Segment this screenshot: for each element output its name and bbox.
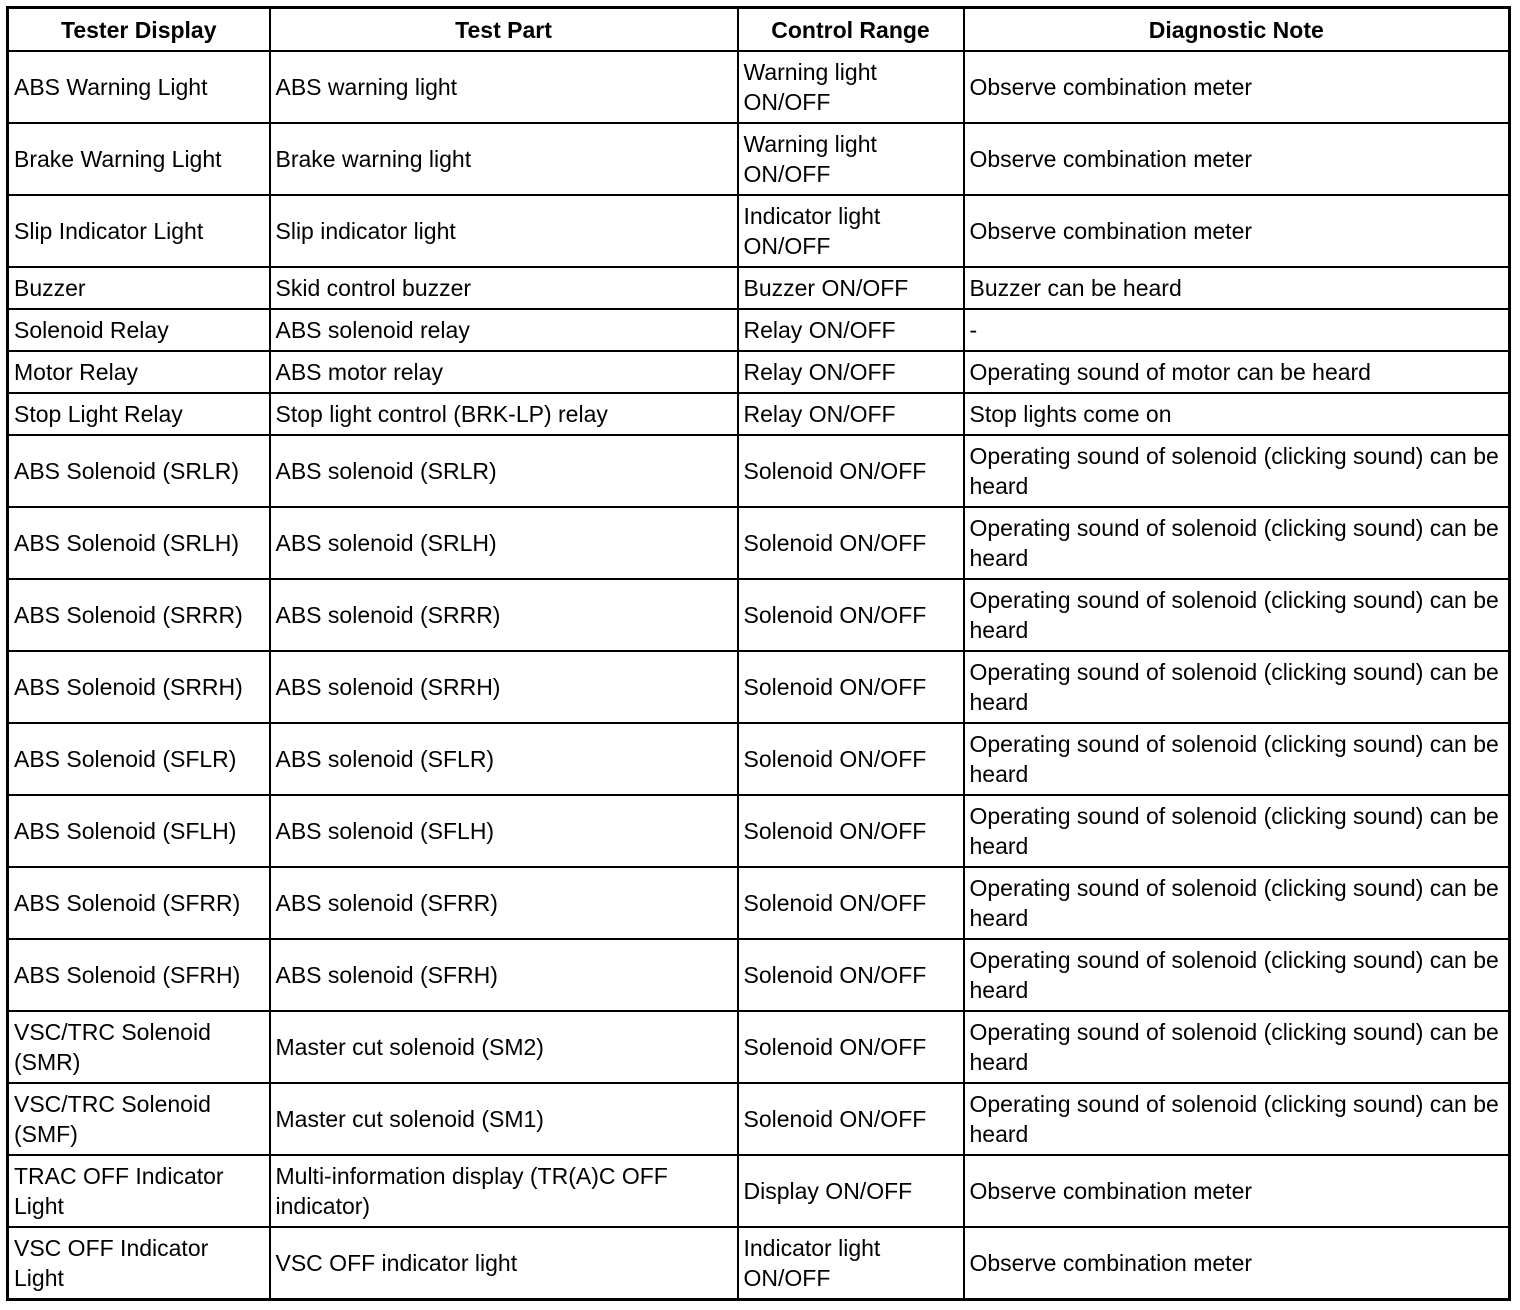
cell-test-part: ABS solenoid (SRRH) [270,651,738,723]
cell-tester-display: ABS Solenoid (SRRR) [8,579,270,651]
cell-control-range: Display ON/OFF [738,1155,964,1227]
cell-control-range: Buzzer ON/OFF [738,267,964,309]
cell-tester-display: Solenoid Relay [8,309,270,351]
cell-diagnostic-note: Observe combination meter [964,123,1510,195]
cell-control-range: Relay ON/OFF [738,309,964,351]
table-row [8,1227,1510,1300]
cell-diagnostic-note: Operating sound of solenoid (clicking sound) can be heard [964,867,1510,939]
header-row [8,8,1510,52]
cell-tester-display: ABS Solenoid (SFLR) [8,723,270,795]
table-row [8,195,1510,267]
cell-tester-display: VSC OFF Indicator Light [8,1227,270,1300]
table-row [8,393,1510,435]
table-row [8,867,1510,939]
cell-control-range: Warning light ON/OFF [738,123,964,195]
cell-tester-display: Motor Relay [8,351,270,393]
cell-control-range: Solenoid ON/OFF [738,1083,964,1155]
cell-diagnostic-note: Stop lights come on [964,393,1510,435]
cell-diagnostic-note: Buzzer can be heard [964,267,1510,309]
cell-test-part: Skid control buzzer [270,267,738,309]
cell-tester-display: ABS Solenoid (SRRH) [8,651,270,723]
active-test-table [6,6,1511,1301]
cell-diagnostic-note: Operating sound of motor can be heard [964,351,1510,393]
cell-diagnostic-note: Operating sound of solenoid (clicking sound) can be heard [964,651,1510,723]
cell-tester-display: VSC/TRC Solenoid (SMR) [8,1011,270,1083]
cell-tester-display: Buzzer [8,267,270,309]
cell-tester-display: ABS Solenoid (SRLR) [8,435,270,507]
cell-control-range: Solenoid ON/OFF [738,795,964,867]
cell-tester-display: Stop Light Relay [8,393,270,435]
cell-test-part: Master cut solenoid (SM2) [270,1011,738,1083]
cell-diagnostic-note: Operating sound of solenoid (clicking sound) can be heard [964,435,1510,507]
cell-tester-display: ABS Solenoid (SFLH) [8,795,270,867]
header-control-range: Control Range [738,8,964,52]
cell-control-range: Solenoid ON/OFF [738,939,964,1011]
table-row [8,723,1510,795]
table-row [8,507,1510,579]
cell-tester-display: ABS Solenoid (SRLH) [8,507,270,579]
cell-tester-display: ABS Solenoid (SFRH) [8,939,270,1011]
cell-tester-display: ABS Solenoid (SFRR) [8,867,270,939]
cell-diagnostic-note: Operating sound of solenoid (clicking sound) can be heard [964,723,1510,795]
cell-diagnostic-note: Observe combination meter [964,51,1510,123]
cell-control-range: Relay ON/OFF [738,351,964,393]
cell-diagnostic-note: Operating sound of solenoid (clicking sound) can be heard [964,939,1510,1011]
cell-test-part: ABS solenoid (SRLH) [270,507,738,579]
cell-control-range: Indicator light ON/OFF [738,195,964,267]
cell-test-part: ABS solenoid (SFLR) [270,723,738,795]
table-row [8,1083,1510,1155]
cell-test-part: ABS solenoid (SFRH) [270,939,738,1011]
cell-diagnostic-note: Observe combination meter [964,195,1510,267]
table-row [8,579,1510,651]
cell-control-range: Solenoid ON/OFF [738,435,964,507]
cell-test-part: ABS motor relay [270,351,738,393]
table-row [8,435,1510,507]
cell-control-range: Solenoid ON/OFF [738,579,964,651]
cell-control-range: Solenoid ON/OFF [738,867,964,939]
cell-test-part: ABS solenoid relay [270,309,738,351]
cell-control-range: Relay ON/OFF [738,393,964,435]
cell-test-part: Stop light control (BRK-LP) relay [270,393,738,435]
cell-test-part: Slip indicator light [270,195,738,267]
cell-control-range: Solenoid ON/OFF [738,507,964,579]
cell-diagnostic-note: Operating sound of solenoid (clicking sound) can be heard [964,579,1510,651]
table-row [8,795,1510,867]
table-row [8,351,1510,393]
cell-control-range: Warning light ON/OFF [738,51,964,123]
cell-tester-display: Slip Indicator Light [8,195,270,267]
table-row [8,267,1510,309]
cell-diagnostic-note: Operating sound of solenoid (clicking sound) can be heard [964,1011,1510,1083]
table-row [8,123,1510,195]
cell-tester-display: VSC/TRC Solenoid (SMF) [8,1083,270,1155]
cell-test-part: ABS solenoid (SFLH) [270,795,738,867]
cell-test-part: ABS warning light [270,51,738,123]
cell-test-part: VSC OFF indicator light [270,1227,738,1300]
cell-test-part: ABS solenoid (SFRR) [270,867,738,939]
cell-test-part: ABS solenoid (SRRR) [270,579,738,651]
cell-test-part: Multi-information display (TR(A)C OFF indicator) [270,1155,738,1227]
cell-diagnostic-note: Operating sound of solenoid (clicking sound) can be heard [964,1083,1510,1155]
table-row [8,939,1510,1011]
table-row [8,309,1510,351]
table-row [8,1011,1510,1083]
header-test-part: Test Part [270,8,738,52]
table-row [8,51,1510,123]
cell-control-range: Solenoid ON/OFF [738,1011,964,1083]
cell-test-part: ABS solenoid (SRLR) [270,435,738,507]
cell-tester-display: ABS Warning Light [8,51,270,123]
cell-diagnostic-note: - [964,309,1510,351]
cell-tester-display: TRAC OFF Indicator Light [8,1155,270,1227]
cell-control-range: Solenoid ON/OFF [738,651,964,723]
cell-diagnostic-note: Operating sound of solenoid (clicking sound) can be heard [964,795,1510,867]
cell-test-part: Brake warning light [270,123,738,195]
cell-diagnostic-note: Observe combination meter [964,1227,1510,1300]
cell-diagnostic-note: Operating sound of solenoid (clicking sound) can be heard [964,507,1510,579]
header-diagnostic-note: Diagnostic Note [964,8,1510,52]
table-row [8,651,1510,723]
table-row [8,1155,1510,1227]
cell-control-range: Solenoid ON/OFF [738,723,964,795]
cell-diagnostic-note: Observe combination meter [964,1155,1510,1227]
cell-control-range: Indicator light ON/OFF [738,1227,964,1300]
header-tester-display: Tester Display [8,8,270,52]
cell-test-part: Master cut solenoid (SM1) [270,1083,738,1155]
cell-tester-display: Brake Warning Light [8,123,270,195]
